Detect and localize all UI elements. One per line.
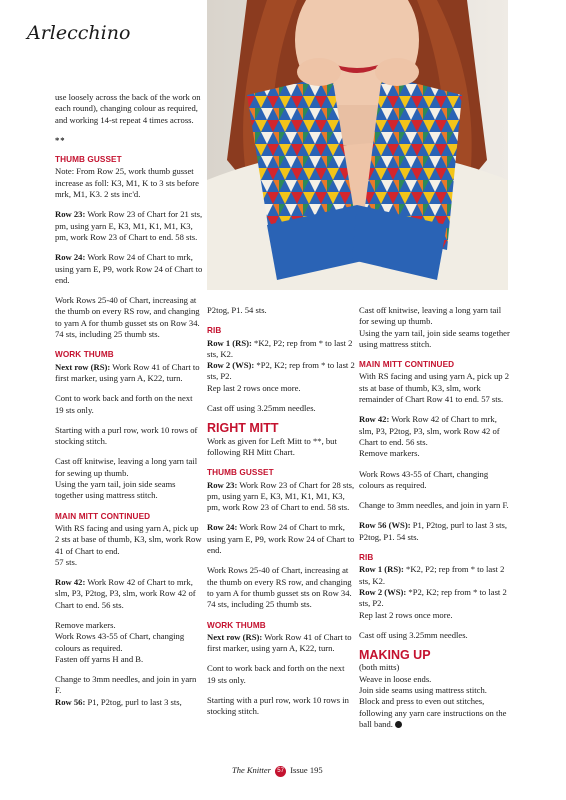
body-text: Work Rows 25-40 of Chart, increasing at the thumb on every RS row, and changing to yarn A for thumb gusset sts on Row 34.	[207, 565, 352, 598]
page-title: Arlecchino	[27, 22, 131, 44]
body-text: Using the yarn tail, join side seams together using mattress stitch.	[359, 327, 510, 349]
body-text: Change to 3mm needles, and join in yarn F.	[55, 674, 197, 696]
body-text: Cast off using 3.25mm needles.	[359, 629, 468, 640]
instruction-row: Next row (RS): Work Row 41 of Chart to first marker, using yarn A, K22, turn.	[207, 631, 352, 654]
body-text: 74 sts, including 25 thumb sts.	[207, 599, 312, 610]
body-text: P2tog, P1. 54 sts.	[207, 305, 267, 315]
section-heading: MAKING UP	[359, 648, 431, 663]
section-heading: WORK THUMB	[55, 350, 114, 360]
body-text: Weave in loose ends.	[359, 673, 432, 684]
body-text: 74 sts, including 25 thumb sts.	[55, 329, 160, 340]
body-text: Starting with a purl row, work 10 rows in stocking stitch.	[207, 695, 349, 717]
text-column-1	[55, 92, 203, 717]
instruction-row: Row 2 (WS): *P2, K2; rep from * to last 2 sts, P2.	[359, 586, 507, 609]
page-footer	[232, 765, 323, 777]
instruction-row: Row 42: Work Row 42 of Chart to mrk, slm, P3, P2tog, P3, slm, work Row 42 of Chart to end. 56 sts.	[359, 414, 500, 447]
body-text: Cast off knitwise, leaving a long yarn tail for sewing up thumb.	[55, 456, 198, 478]
body-text: Work Rows 43-55 of Chart, changing colours as required.	[359, 468, 489, 490]
body-text: Change to 3mm needles, and join in yarn F.	[359, 500, 509, 511]
instruction-row: Row 23: Work Row 23 of Chart for 28 sts, pm, using yarn E, K3, M1, K1, M1, K3, pm, work Row 23 of Chart to end. 58 sts.	[207, 479, 355, 513]
body-text: With RS facing and using yarn A, pick up 2 sts at base of thumb, K3, slm, work Row 41 of Chart to end.	[55, 522, 202, 556]
body-text: Using the yarn tail, join side seams together using mattress stitch.	[55, 479, 176, 501]
body-text: Join side seams using mattress stitch.	[359, 685, 487, 696]
body-text: Rep last 2 rows once more.	[359, 609, 453, 620]
body-text: Remove markers.	[359, 448, 420, 459]
magazine-name: The Knitter	[232, 765, 271, 775]
instruction-row: Row 56 (WS): P1, P2tog, purl to last 3 sts, P2tog, P1. 54 sts.	[359, 520, 508, 542]
instruction-row: Row 24: Work Row 24 of Chart to mrk, using yarn E, P9, work Row 24 of Chart to end.	[207, 522, 355, 556]
section-heading: RIB	[207, 326, 222, 336]
section-heading: WORK THUMB	[207, 620, 266, 630]
body-text: With RS facing and using yarn A, pick up 2 sts at base of thumb, K3, slm, work remainder of Chart Row 41 to end. 57 sts.	[359, 371, 510, 405]
body-text: Cont to work back and forth on the next 19 sts only.	[55, 393, 193, 415]
body-text: Cast off using 3.25mm needles.	[207, 403, 316, 414]
body-text: Starting with a purl row, work 10 rows of stocking stitch.	[55, 424, 198, 447]
section-heading: THUMB GUSSET	[55, 155, 122, 165]
body-text: Block and press to even out stitches, following any yarn care instructions on the ball band.	[359, 696, 507, 729]
instruction-row: Row 1 (RS): *K2, P2; rep from * to last 2 sts, K2.	[359, 564, 505, 586]
model-photo	[207, 0, 508, 290]
body-text: Cont to work back and forth on the next 19 sts only.	[207, 663, 345, 685]
section-heading: THUMB GUSSET	[207, 468, 274, 478]
instruction-row: Row 56: P1, P2tog, purl to last 3 sts,	[55, 696, 182, 707]
body-text: Fasten off yarns H and B.	[55, 653, 144, 664]
section-heading: MAIN MITT CONTINUED	[359, 360, 455, 370]
body-text: Remove markers.	[55, 619, 116, 630]
body-text: Work Rows 25-40 of Chart, increasing at the thumb on every RS row, and changing to yarn A for thumb gusset sts on Row 34.	[55, 295, 200, 328]
instruction-row: Row 1 (RS): *K2, P2; rep from * to last 2 sts, K2.	[207, 337, 353, 359]
instruction-row: Row 42: Work Row 42 of Chart to mrk, slm, P3, P2tog, P3, slm, work Row 42 of Chart to end. 56 sts.	[55, 577, 196, 610]
section-heading: MAIN MITT CONTINUED	[55, 511, 151, 521]
instruction-row: Row 2 (WS): *P2, K2; rep from * to last 2 sts, P2.	[207, 360, 355, 382]
instruction-row: Next row (RS): Work Row 41 of Chart to first marker, using yarn A, K22, turn.	[55, 361, 200, 383]
page-number-badge: 57	[275, 766, 286, 777]
end-mark-icon	[395, 721, 402, 728]
instruction-row: Row 23: Work Row 23 of Chart for 21 sts, pm, using yarn E, K3, M1, K1, M1, K3, pm, work Row 23 of Chart to end. 58 sts.	[55, 209, 203, 242]
body-text: Rep last 2 rows once more.	[207, 382, 301, 393]
issue-number: Issue 195	[290, 765, 323, 775]
body-text: Work Rows 43-55 of Chart, changing colours as required.	[55, 631, 185, 653]
body-text: 57 sts.	[55, 556, 77, 567]
body-text: Work as given for Left Mitt to **, but following RH Mitt Chart.	[207, 435, 337, 457]
marker-stars: **	[55, 134, 66, 145]
section-heading: RIGHT MITT	[207, 421, 279, 436]
body-text: Cast off knitwise, leaving a long yarn tail for sewing up thumb.	[359, 305, 502, 327]
body-text: Note: From Row 25, work thumb gusset increase as foll: K3, M1, K to 3 sts before mrk, M1, K3. 2 sts inc'd.	[55, 166, 199, 200]
instruction-row: Row 24: Work Row 24 of Chart to mrk, using yarn E, P9, work Row 24 of Chart to end.	[55, 252, 203, 285]
section-heading: RIB	[359, 553, 374, 563]
text-column-2	[207, 305, 355, 727]
body-text: (both mitts)	[359, 662, 400, 673]
text-column-3	[359, 305, 511, 739]
body-text: use loosely across the back of the work on each round), changing colour as required, and working 14-st repeat 4 times across.	[55, 92, 201, 125]
